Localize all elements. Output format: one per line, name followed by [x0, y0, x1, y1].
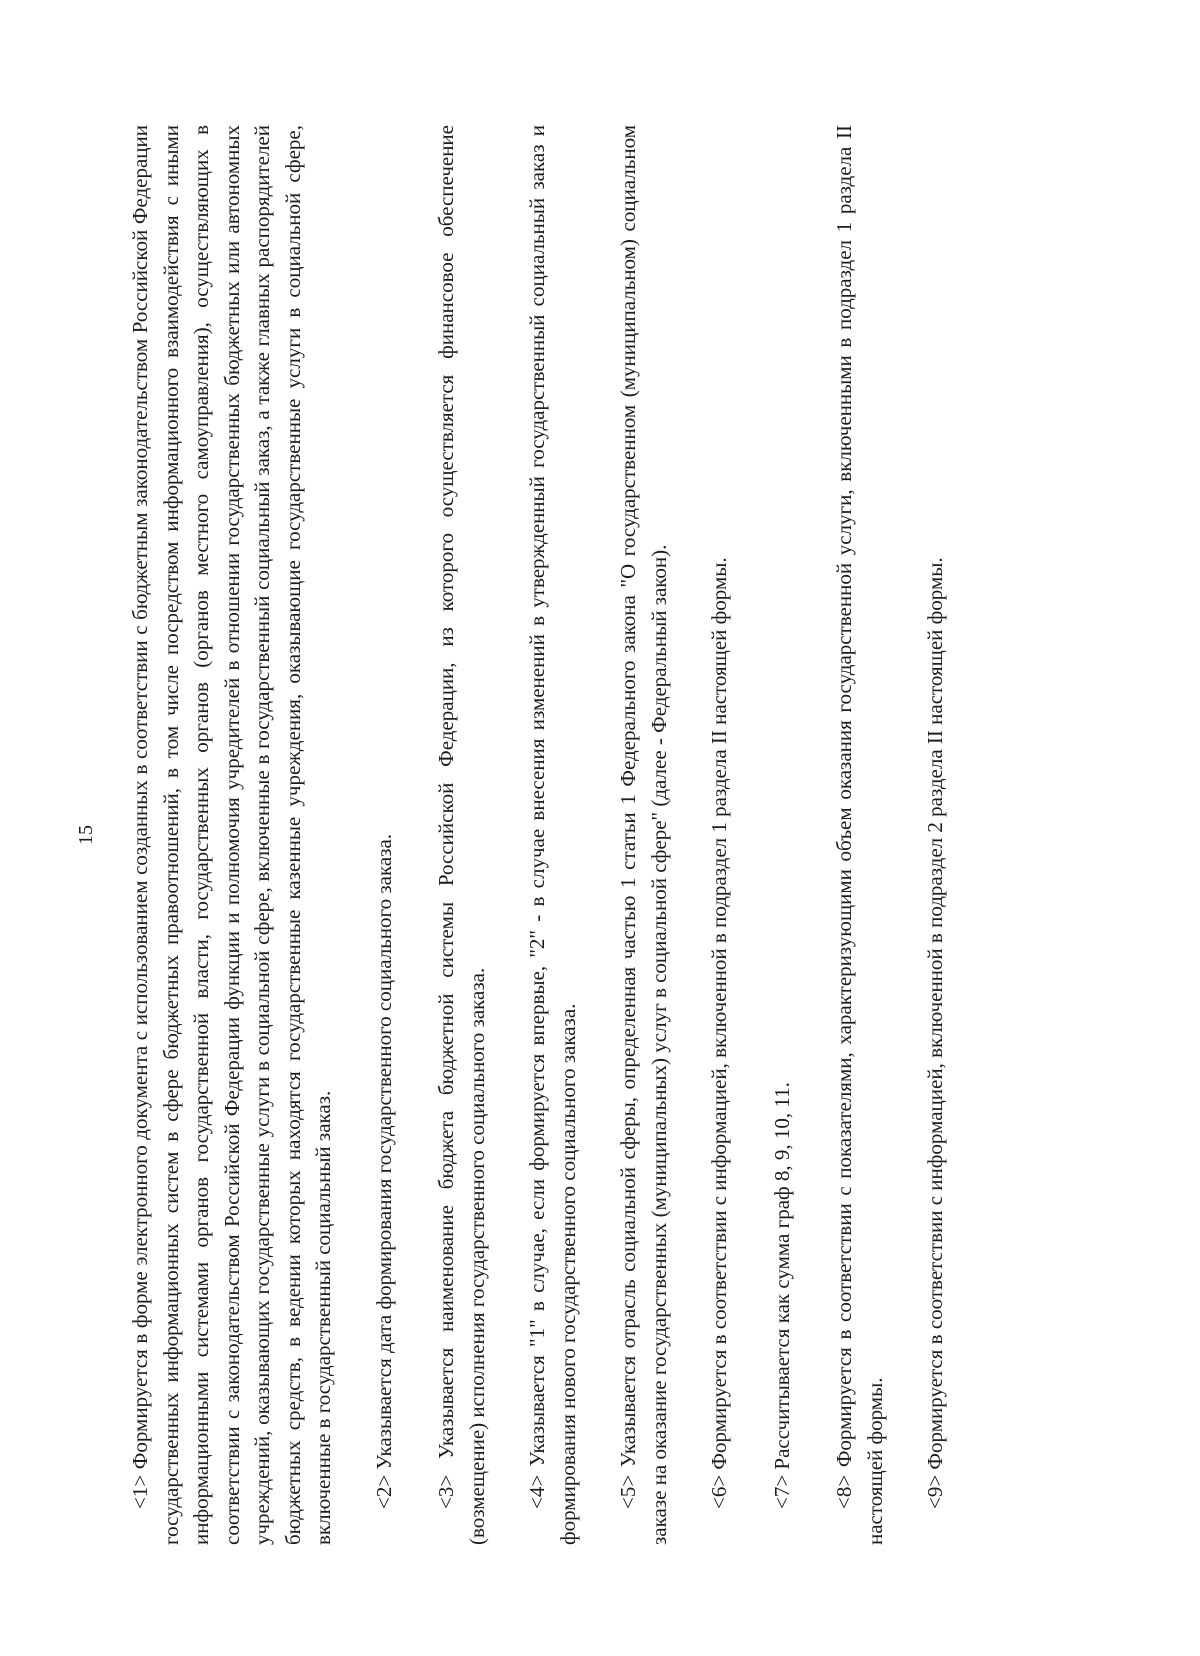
page-number: 15	[75, 825, 97, 845]
footnote-9: <9> Формируется в соответствии с информацией, включенной в подраздел 2 раздела II настоящей формы.	[923, 557, 947, 1509]
footnote-3: <3> Указывается наименование бюджета бюджетной системы Российской Федерации, из которого осуществляется финансовое обеспечение (возмещение) исполнения государственного социального заказа.	[434, 125, 489, 1545]
footnote-1: <1> Формируется в форме электронного документа с использованием созданных в соответствии с бюджетным законодательством Российской Федерации государственных информационных систем в сфере бюджетных правоотношений, в том числе посредством информационного взаимодействия с иными информационными системами органов государственной власти, государственных органов (органов местного самоуправления), осуществляющих в соответствии с законодательством Российской Федерации функции и полномочия учредителей в отношении государственных бюджетных или автономных учреждений, оказывающих государственные услуги в социальной сфере, включенные в государственный социальный заказ, а также главных распорядителей бюджетных средств, в ведении которых находятся государственные казенные учреждения, оказывающие государственные услуги в социальной сфере, включенные в государственный социальный заказ.	[128, 125, 335, 1545]
footnote-2: <2> Указывается дата формирования государственного социального заказа.	[371, 833, 396, 1509]
footnotes-list	[125, 125, 951, 1545]
footnote-6: <6> Формируется в соответствии с информацией, включенной в подраздел 1 раздела II настоящей формы.	[707, 557, 731, 1509]
footnote-4: <4> Указывается "1" в случае, если формируется впервые, "2" - в случае внесения изменений в утвержденный государственный социальный заказ и формирования нового государственного социального заказа.	[525, 125, 580, 1545]
footnote-7: <7> Рассчитывается как сумма граф 8, 9, 10, 11.	[769, 1082, 794, 1509]
rotated-sheet	[75, 125, 983, 1545]
footnote-5: <5> Указывается отрасль социальной сферы, определенная частью 1 статьи 1 Федерального закона "О государственном (муниципальном) социальном заказе на оказание государственных (муниципальных) услуг в социальной сфере" (далее - Федеральный закон).	[616, 125, 671, 1545]
footnote-8: <8> Формируется в соответствии с показателями, характеризующими объем оказания государственной услуги, включенными в подраздел 1 раздела II настоящей формы.	[832, 125, 887, 1545]
